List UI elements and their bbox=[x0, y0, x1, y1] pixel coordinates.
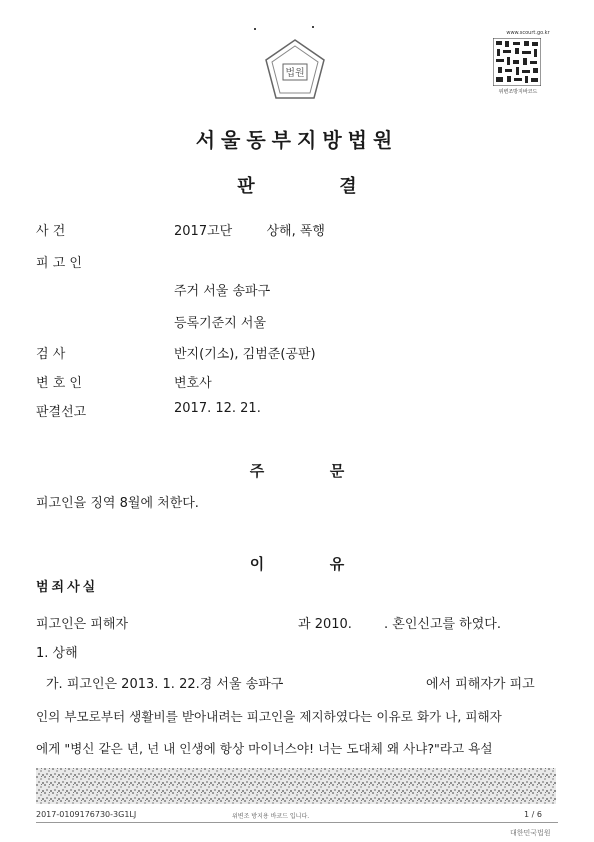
footer-court-name: 대한민국법원 bbox=[510, 829, 551, 837]
reasons-line2: 인의 부모로부터 생활비를 받아내려는 피고인을 제지하였다는 이유로 화가 나, 피해자 bbox=[36, 709, 502, 724]
verdict-date-label: 판결선고 bbox=[36, 405, 87, 420]
scan-speck bbox=[312, 26, 314, 28]
case-value bbox=[174, 220, 325, 239]
ruling-heading: 주 문 bbox=[249, 462, 345, 480]
item-1-heading: 1. 상해 bbox=[36, 646, 78, 661]
page-number: 1 / 6 bbox=[524, 810, 542, 819]
footer-rule bbox=[36, 822, 558, 823]
crime-facts-heading: 범죄사실 bbox=[36, 580, 99, 595]
counsel-label: 변 호 인 bbox=[36, 376, 82, 391]
ruling-text: 피고인을 징역 8월에 처한다. bbox=[36, 496, 199, 511]
defendant-residence: 주거 서울 송파구 bbox=[174, 284, 271, 299]
prosecutor-label: 검 사 bbox=[36, 347, 66, 362]
case-charges: 상해, 폭행 bbox=[266, 224, 325, 239]
counsel-value: 변호사 bbox=[174, 376, 212, 391]
reasons-p1-a: 피고인은 피해자 bbox=[36, 617, 129, 632]
reasons-line1-b: 에서 피해자가 피고 bbox=[426, 677, 535, 692]
reasons-p1-c: . 혼인신고를 하였다. bbox=[384, 617, 501, 632]
case-label: 사 건 bbox=[36, 224, 66, 239]
reasons-p1-b: 과 2010. bbox=[298, 617, 352, 632]
verdict-date-value: 2017. 12. 21. bbox=[174, 401, 261, 416]
defendant-registered: 등록기준지 서울 bbox=[174, 316, 267, 331]
barcode-note: 위변조 방지용 바코드 입니다. bbox=[232, 813, 310, 820]
court-name: 서울동부지방법원 bbox=[195, 128, 399, 152]
document-title bbox=[0, 172, 594, 198]
seal-text: 법원 bbox=[285, 68, 305, 79]
title-char: 결 bbox=[339, 176, 357, 197]
qr-url: www.scourt.go.kr bbox=[506, 30, 550, 36]
reasons-heading: 이 유 bbox=[249, 555, 345, 573]
title-char: 판 bbox=[237, 176, 255, 197]
case-number: 2017고단 bbox=[174, 224, 233, 239]
court-seal bbox=[264, 38, 326, 102]
scan-speck bbox=[254, 28, 256, 30]
document-id: 2017-0109176730-3G1LJ bbox=[36, 810, 137, 819]
anti-forgery-barcode-band bbox=[36, 768, 556, 804]
defendant-label: 피 고 인 bbox=[36, 256, 82, 271]
reasons-line3: 에게 "병신 같은 년, 넌 내 인생에 항상 마이너스야! 너는 도대체 왜 사냐?"라고 욕설 bbox=[36, 741, 493, 756]
verification-barcode bbox=[493, 38, 541, 86]
prosecutor-value: 반지(기소), 김범준(공판) bbox=[174, 347, 316, 362]
reasons-line1-a: 가. 피고인은 2013. 1. 22.경 서울 송파구 bbox=[46, 677, 284, 692]
qr-caption: 위변조방지바코드 bbox=[498, 89, 538, 95]
